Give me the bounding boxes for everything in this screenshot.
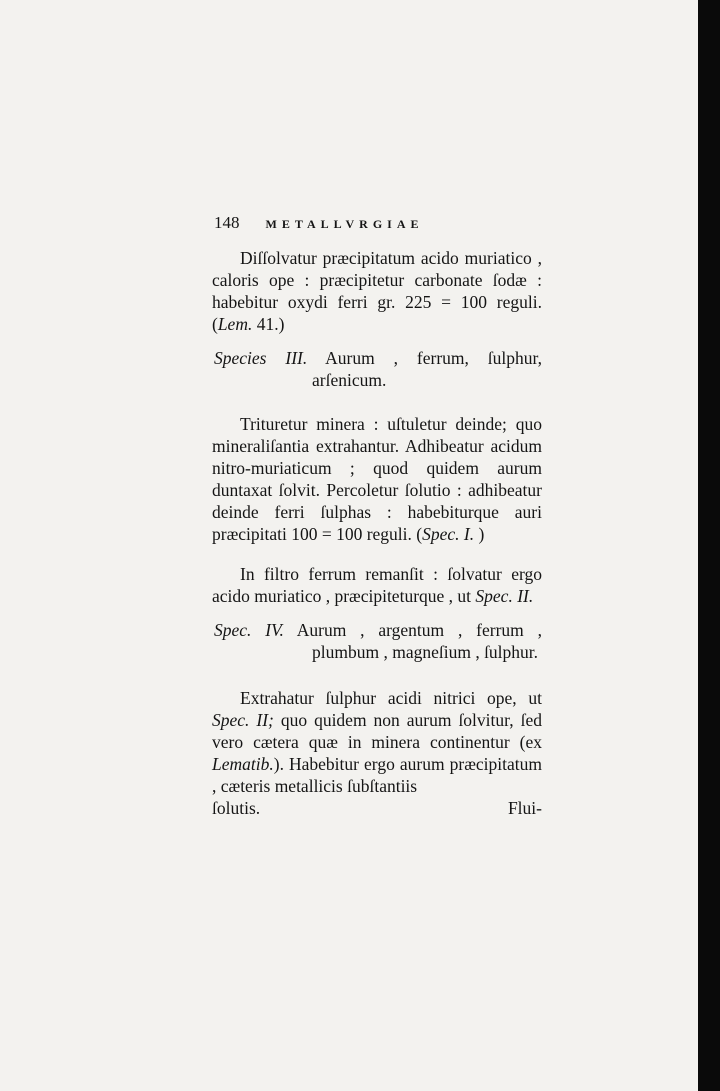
species-text: Aurum , ferrum, ſulphur, arſenicum. <box>307 348 542 390</box>
species-label: Spec. IV. <box>214 620 284 640</box>
paragraph-text: ). Habebitur ergo aurum præcipitatum , cæteris metallicis ſubſtantiis <box>212 754 542 796</box>
paragraph-dissolvatur <box>212 247 542 335</box>
paragraph-trituretur <box>212 413 542 545</box>
reference: Lematib. <box>212 754 274 774</box>
page-number: 148 <box>214 213 240 232</box>
paragraph-text: In filtro ferrum remanſit : ſolvatur ergo acido muriatico , præcipiteturque , ut <box>212 564 542 606</box>
reference: Spec. I. <box>422 524 475 544</box>
paragraph-text: 41.) <box>252 314 285 334</box>
reference: Spec. II. <box>475 586 534 606</box>
paragraph-text: Extrahatur ſulphur acidi nitrici ope, ut <box>240 688 542 708</box>
paragraph-text: ) <box>474 524 485 544</box>
running-title: METALLVRGIAE <box>265 217 424 231</box>
paragraph-text: Trituretur minera : uſtuletur deinde; quo mineraliſantia extrahantur. Adhibeatur acidum nitro-muriaticum ; quod quidem aurum duntaxat ſolvit. Percoletur ſolutio : adhibeatur deinde ferri ſulphas : habebiturque auri præcipitati 100 = 100 reguli. ( <box>212 414 542 544</box>
final-line <box>212 797 542 819</box>
paragraph-text: Diſſolvatur præcipitatum acido muriatico , caloris ope : præcipitetur carbonate ſodæ : habebitur oxydi ferri gr. 225 = 100 reguli. ( <box>212 248 542 334</box>
paragraph-extrahatur <box>212 687 542 797</box>
species-heading-iii <box>212 347 542 391</box>
catchword: Flui- <box>507 798 542 818</box>
paragraph-in-filtro <box>212 563 542 607</box>
species-text: Aurum , argentum , ferrum , plumbum , magneſium , ſulphur. <box>283 620 543 662</box>
species-label: Species III. <box>214 348 308 368</box>
reference: Spec. II; <box>212 710 274 730</box>
species-heading-iv <box>212 619 542 663</box>
paragraph-text: quo quidem non aurum ſolvitur, ſed vero cætera quæ in minera continentur (ex <box>212 710 542 752</box>
text-block <box>212 212 542 819</box>
scan-border <box>698 0 720 1091</box>
paragraph-text: ſolutis. <box>212 798 261 818</box>
running-head <box>212 212 542 235</box>
reference: Lem. <box>217 314 253 334</box>
